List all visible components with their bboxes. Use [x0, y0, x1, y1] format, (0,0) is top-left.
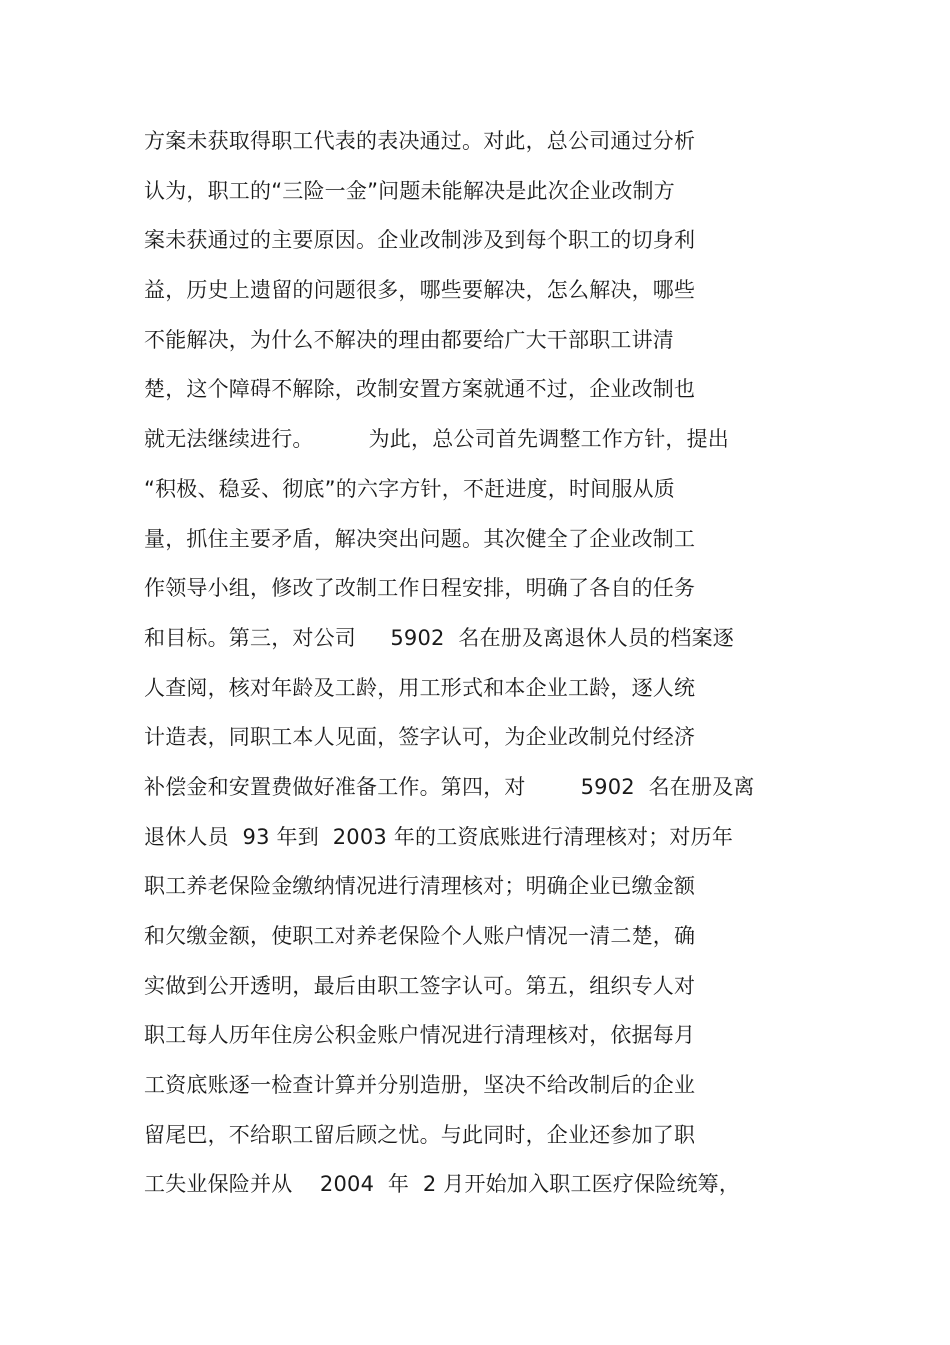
text-line: 不能解决，为什么不解决的理由都要给广大干部职工讲清 — [144, 327, 674, 352]
body-text — [144, 122, 824, 1215]
text-line: 补偿金和安置费做好准备工作。第四，对 5902 名在册及离 — [144, 774, 755, 799]
text-line: 职工每人历年住房公积金账户情况进行清理核对，依据每月 — [144, 1023, 696, 1048]
text-line: 留尾巴，不给职工留后顾之忧。与此同时，企业还参加了职 — [144, 1122, 696, 1147]
text-line: 职工养老保险金缴纳情况进行清理核对；明确企业已缴金额 — [144, 874, 696, 899]
text-line: 就无法继续进行。 为此，总公司首先调整工作方针，提出 — [144, 427, 729, 452]
text-line: 实做到公开透明，最后由职工签字认可。第五，组织专人对 — [144, 973, 696, 998]
text-line: 工资底账逐一检查计算并分别造册，坚决不给改制后的企业 — [144, 1073, 696, 1098]
text-line: 人查阅，核对年龄及工龄，用工形式和本企业工龄，逐人统 — [144, 675, 696, 700]
text-line: 计造表，同职工本人见面，签字认可，为企业改制兑付经济 — [144, 725, 696, 750]
text-line: 工失业保险并从 2004 年 2 月开始加入职工医疗保险统筹， — [144, 1172, 741, 1197]
text-line: 认为，职工的“三险一金”问题未能解决是此次企业改制方 — [144, 178, 675, 203]
text-line: 方案未获取得职工代表的表决通过。对此，总公司通过分析 — [144, 129, 696, 153]
text-line: “积极、稳妥、彻底”的六字方针，不赶进度，时间服从质 — [144, 476, 675, 501]
text-line: 作领导小组，修改了改制工作日程安排，明确了各自的任务 — [144, 576, 696, 601]
text-line: 退休人员 93 年到 2003 年的工资底账进行清理核对；对历年 — [144, 824, 734, 849]
text-line: 和欠缴金额，使职工对养老保险个人账户情况一清二楚，确 — [144, 924, 696, 948]
text-line: 案未获通过的主要原因。企业改制涉及到每个职工的切身利 — [144, 228, 696, 253]
text-line: 量，抓住主要矛盾，解决突出问题。其次健全了企业改制工 — [144, 526, 696, 551]
text-line: 楚，这个障碍不解除，改制安置方案就通不过，企业改制也 — [144, 377, 696, 402]
text-line: 益，历史上遗留的问题很多，哪些要解决，怎么解决，哪些 — [144, 278, 696, 303]
text-line: 和目标。第三，对公司 5902 名在册及离退休人员的档案逐 — [144, 625, 734, 650]
